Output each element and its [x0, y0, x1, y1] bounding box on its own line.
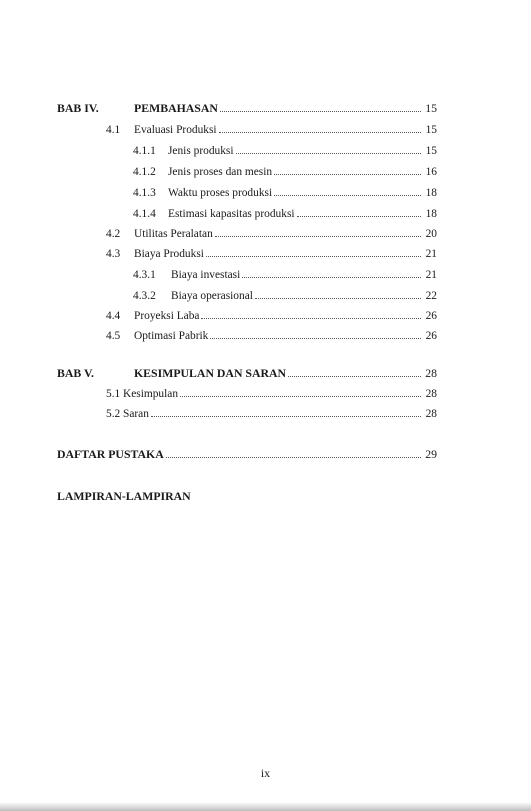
chapter-title: KESIMPULAN DAN SARAN: [134, 366, 287, 380]
dot-leader: [297, 216, 421, 217]
toc-entry-4-1-4: [133, 207, 437, 221]
toc-entry-lampiran: LAMPIRAN-LAMPIRAN: [57, 489, 191, 503]
page-ref: 16: [425, 166, 437, 178]
section-number: 5.1: [106, 388, 121, 400]
dot-leader: [215, 236, 421, 237]
section-title: Estimasi kapasitas produksi: [168, 208, 295, 220]
section-number: 4.1.1: [133, 145, 156, 157]
section-title: Waktu proses produksi: [168, 187, 273, 199]
dot-leader: [274, 195, 421, 196]
section-number: 4.5: [106, 330, 121, 342]
dot-leader: [274, 174, 421, 175]
page-ref: 20: [425, 228, 437, 240]
chapter-label: BAB IV.: [57, 101, 99, 115]
dot-leader: [201, 318, 421, 319]
toc-entry-4-2: [106, 227, 437, 241]
chapter-title: PEMBAHASAN: [134, 101, 218, 115]
dot-leader: [210, 338, 421, 339]
toc-entry-daftar-pustaka: [57, 447, 437, 461]
toc-entry-4-4: [106, 309, 437, 323]
section-number: 4.1.2: [133, 166, 156, 178]
section-title: Utilitas Peralatan: [134, 228, 213, 240]
section-title: Jenis produksi: [168, 145, 234, 157]
section-title: Biaya operasional: [171, 290, 253, 302]
section-title: Kesimpulan: [123, 388, 179, 400]
toc-entry-bab-v: [57, 366, 437, 380]
section-number: 4.4: [106, 310, 121, 322]
section-number: 4.1.3: [133, 187, 156, 199]
toc-entry-4-3-2: [133, 289, 437, 303]
dot-leader: [180, 396, 421, 397]
chapter-label: BAB V.: [57, 366, 94, 380]
page-ref: 18: [425, 208, 437, 220]
section-number: 4.1: [106, 124, 121, 136]
page-ref: 18: [425, 187, 437, 199]
page-ref: 28: [425, 366, 437, 380]
toc-entry-4-1-2: [133, 165, 437, 179]
page-ref: 22: [425, 290, 437, 302]
dot-leader: [220, 111, 421, 112]
chapter-title: DAFTAR PUSTAKA: [57, 447, 164, 461]
dot-leader: [151, 416, 421, 417]
section-title: Saran: [123, 408, 149, 420]
dot-leader: [255, 298, 421, 299]
page-ref: 21: [425, 269, 437, 281]
section-title: Jenis proses dan mesin: [168, 166, 273, 178]
toc-entry-5-1: [106, 387, 437, 401]
toc-entry-4-1: [106, 123, 437, 137]
toc-entry-4-1-1: [133, 144, 437, 158]
dot-leader: [166, 457, 421, 458]
section-title: Evaluasi Produksi: [134, 124, 217, 136]
page-ref: 29: [425, 447, 437, 461]
dot-leader: [288, 376, 421, 377]
section-number: 4.3.1: [133, 269, 156, 281]
section-title: Biaya investasi: [171, 269, 241, 281]
section-title: Optimasi Pabrik: [134, 330, 209, 342]
section-number: 5.2: [106, 408, 121, 420]
dot-leader: [236, 153, 422, 154]
page-ref: 15: [425, 145, 437, 157]
page-ref: 28: [425, 388, 437, 400]
toc-entry-5-2: [106, 407, 437, 421]
toc-entry-4-3-1: [133, 268, 437, 282]
page-ref: 15: [425, 124, 437, 136]
dot-leader: [242, 277, 421, 278]
section-number: 4.3: [106, 248, 121, 260]
section-title: Proyeksi Laba: [134, 310, 200, 322]
page-ref: 26: [425, 330, 437, 342]
page-ref: 28: [425, 408, 437, 420]
section-title: Biaya Produksi: [134, 248, 204, 260]
dot-leader: [219, 132, 421, 133]
toc-entry-4-5: [106, 329, 437, 343]
page-ref: 26: [425, 310, 437, 322]
dot-leader: [206, 256, 421, 257]
section-number: 4.2: [106, 228, 121, 240]
section-number: 4.3.2: [133, 290, 156, 302]
scan-bottom-edge: [0, 802, 531, 811]
page-number: ix: [260, 766, 271, 780]
toc-entry-bab-iv: [57, 101, 437, 115]
section-number: 4.1.4: [133, 208, 156, 220]
toc-entry-4-1-3: [133, 186, 437, 200]
page-ref: 21: [425, 248, 437, 260]
toc-entry-4-3: [106, 247, 437, 261]
page-ref: 15: [425, 101, 437, 115]
